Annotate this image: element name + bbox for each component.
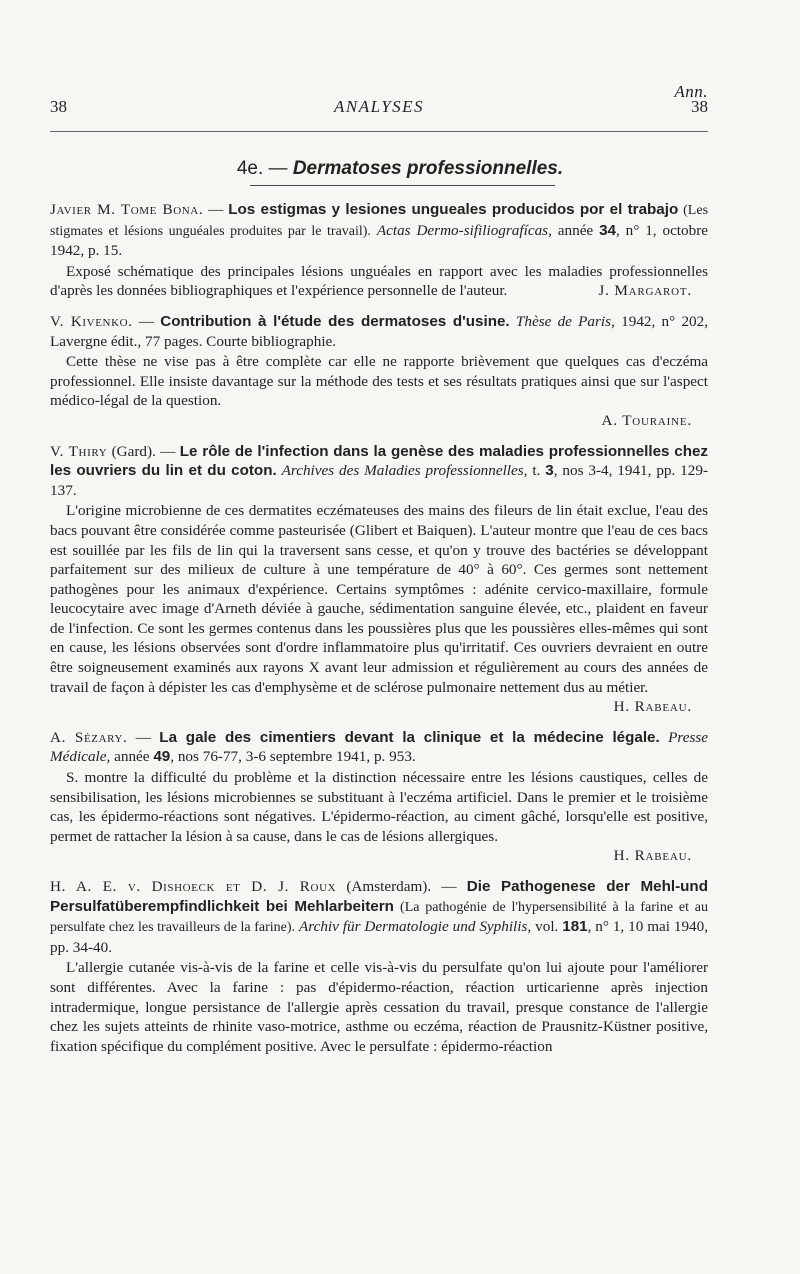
volume-number: 181 <box>562 918 588 936</box>
reference: V. Kivenko. — Contribution à l'étude des dermatoses d'usine. Thèse de Paris, 1942, n° 202, Lavergne édit., 77 pages. Courte bibliographie. <box>50 312 709 350</box>
section-title-underline <box>250 185 555 186</box>
translated-title: (La pathogénie de l'hypersensibilité à la farine et au persulfate chez les travailleurs de la farine). <box>50 899 708 936</box>
journal-name: Thèse de Paris, <box>515 312 615 330</box>
review-text: L'origine microbienne de ces dermatites eczémateuses des mains des fileurs de lin était exclue, l'eau des bacs pouvant être considérée comme pasteurisée (Glibert et Baiquen). L'auteur montre que l'eau de ces bacs est souillée par les fils de lin qui la traversent sans cesse, et qu'on y trouve des bactéries se développant parfaitement sur des milieux de culture à une température de 40° à 60°. Ces germes sont nettement pathogènes pour les animaux d'expérience. Certains symptômes : adénite cervico-maxillaire, formule leucocytaire avec image d'Arneth déviée à gauche, sédimentation sanguine élevée, etc., plaident en faveur de l'infection. Ce sont les germes contenus dans les poussières plus que les poussières elles-mêmes qui sont en cause, les lésions observées sont d'ordre inflammatoire plus qu'irritatif. Ces ouvriers devraient en outre être soigneusement examinés aux rayons X avant leur admission et régulièrement au cours des années de travail de façon à dépister les cas d'emphysème et de sclérose pulmonaire nettement dus au métier. <box>50 502 708 696</box>
running-head: ANALYSES <box>333 97 425 116</box>
volume-prefix: vol. <box>535 918 559 936</box>
year-prefix: année <box>114 748 150 766</box>
section-heading: Dermatoses professionnelles. <box>292 158 564 179</box>
journal-name: Actas Dermo-sifiliografícas, <box>376 221 552 239</box>
reference-details: 1942, n° 202, Lavergne édit., 77 pages. Courte bibliographie. <box>50 312 709 350</box>
review-entry <box>50 728 708 866</box>
year-prefix: année <box>557 221 594 239</box>
review-text: Cette thèse ne vise pas à être complète car elle ne rapporte brièvement que quelques cas d'eczéma professionnel. Elle insiste davantage sur la méthode des tests et ses résultats pratiques ainsi que sur l'aspect médico-légal de la question. <box>50 353 708 410</box>
journal-name: Archiv für Dermatologie und Syphilis, <box>298 918 532 936</box>
article-title: La gale des cimentiers devant la clinique et la médecine légale. <box>159 728 660 746</box>
author-location: (Amsterdam). <box>346 878 432 895</box>
volume-prefix: t. <box>532 462 541 480</box>
reference: V. Thiry (Gard). — Le rôle de l'infection dans la genèse des maladies professionnelles chez les ouvriers du lin et du coton. Archives des Maladies professionnelles, t. 3, nos 3-4, 1941, pp. 129-137. <box>50 442 709 499</box>
review-entry <box>50 312 708 431</box>
reviewer-signature: A. Touraine. <box>601 411 692 429</box>
volume-number: 49 <box>153 748 171 766</box>
author-location: (Gard). <box>111 442 156 460</box>
reviewer-signature: H. Rabeau. <box>613 847 692 865</box>
article-title: Los estigmas y lesiones ungueales producidos por el trabajo <box>228 201 679 218</box>
reference-details: , nos 76-77, 3-6 septembre 1941, p. 953. <box>170 748 416 766</box>
reviewer-signature: H. Rabeau. <box>613 698 692 716</box>
author: A. Sézary. <box>50 728 128 746</box>
journal-name: Presse Médicale, <box>50 728 709 766</box>
review-text: L'allergie cutanée vis-à-vis de la farine et celle vis-à-vis du persulfate qu'on lui ajoute pour l'améliorer sont différentes. Avec la farine : pas d'épidermo-réaction, réaction urticarienne après injection intradermique, longue persistance de l'allergie après cessation du travail, presque constance de l'allergie chez les sujets atteints de rhinite vaso-motrice, asthme ou eczéma, réaction de Prausnitz-Küstner positive, fixation spécifique du complément positive. Avec le persulfate : épidermo-réaction <box>50 959 708 1055</box>
volume-number: 34 <box>599 221 616 239</box>
article-title: Contribution à l'étude des dermatoses d'usine. <box>160 312 510 330</box>
author: Javier M. Tome Bona. <box>50 201 204 218</box>
article-body <box>50 200 708 1067</box>
journal-name: Archives des Maladies professionnelles, <box>281 462 528 480</box>
review-entry <box>50 200 708 301</box>
page-header <box>50 97 708 121</box>
reviewer-signature: J. Margarot. <box>598 282 692 300</box>
page-number-left: 38 <box>50 97 67 116</box>
article-title: Die Pathogenese der Mehl-und Persulfatüberempfindlichkeit bei Mehlarbeitern <box>50 878 708 915</box>
reference: A. Sézary. — La gale des cimentiers devant la clinique et la médecine légale. Presse Médicale, année 49, nos 76-77, 3-6 septembre 1941, p. 953. <box>50 728 709 766</box>
reference-details: , nos 3-4, 1941, pp. 129-137. <box>50 462 709 499</box>
translated-title: (Les stigmates et lésions unguéales produites par le travail). <box>50 203 709 239</box>
reference-details: , n° 1, octobre 1942, p. 15. <box>50 221 709 260</box>
handwritten-annotation: Ann. <box>674 82 708 101</box>
header-rule <box>50 131 708 132</box>
article-title: Le rôle de l'infection dans la genèse des maladies professionnelles chez les ouvriers du lin et du coton. <box>50 442 709 480</box>
review-text-content: Exposé schématique des principales lésions unguéales en rapport avec les maladies professionnelles d'après les données bibliographiques et l'expérience personnelle de l'auteur. <box>50 262 708 300</box>
review-text: S. montre la difficulté du problème et la distinction nécessaire entre les lésions caustiques, celles de sensibilisation, les lésions microbiennes se substituant à l'eczéma artificiel. Dans le premier et le troisième cas, les épidermo-réactions sont négatives. L'épidermo-réaction, au ciment gâché, lorsqu'elle est positive, permet de rattacher la lésion à sa cause, dans le cas de lésions allergiques. <box>50 769 708 845</box>
section-title <box>0 158 800 180</box>
volume-number: 3 <box>545 462 554 480</box>
reference: H. A. E. v. Dishoeck et D. J. Roux (Amsterdam). — Die Pathogenese der Mehl-und Persulfatüberempfindlichkeit bei Mehlarbeitern (La pathogénie de l'hypersensibilité à la farine et au persulfate chez les travailleurs de la farine). Archiv für Dermatologie und Syphilis, vol. 181, n° 1, 10 mai 1940, pp. 34-40. <box>50 878 709 956</box>
review-entry <box>50 877 708 1056</box>
page-number-right: 38 <box>691 97 708 116</box>
review-text <box>50 262 708 301</box>
author: V. Thiry <box>50 442 108 460</box>
reference-details: , n° 1, 10 mai 1940, pp. 34-40. <box>50 918 709 956</box>
section-number: 4e. — <box>236 158 293 179</box>
reference: Javier M. Tome Bona. — Los estigmas y lesiones ungueales producidos por el trabajo (Les stigmates et lésions unguéales produites par le travail). Actas Dermo-sifiliografícas, année 34, n° 1, octobre 1942, p. 15. <box>50 201 709 260</box>
review-entry <box>50 442 708 717</box>
author: H. A. E. v. Dishoeck et D. J. Roux <box>50 878 337 895</box>
author: V. Kivenko. <box>50 312 133 330</box>
